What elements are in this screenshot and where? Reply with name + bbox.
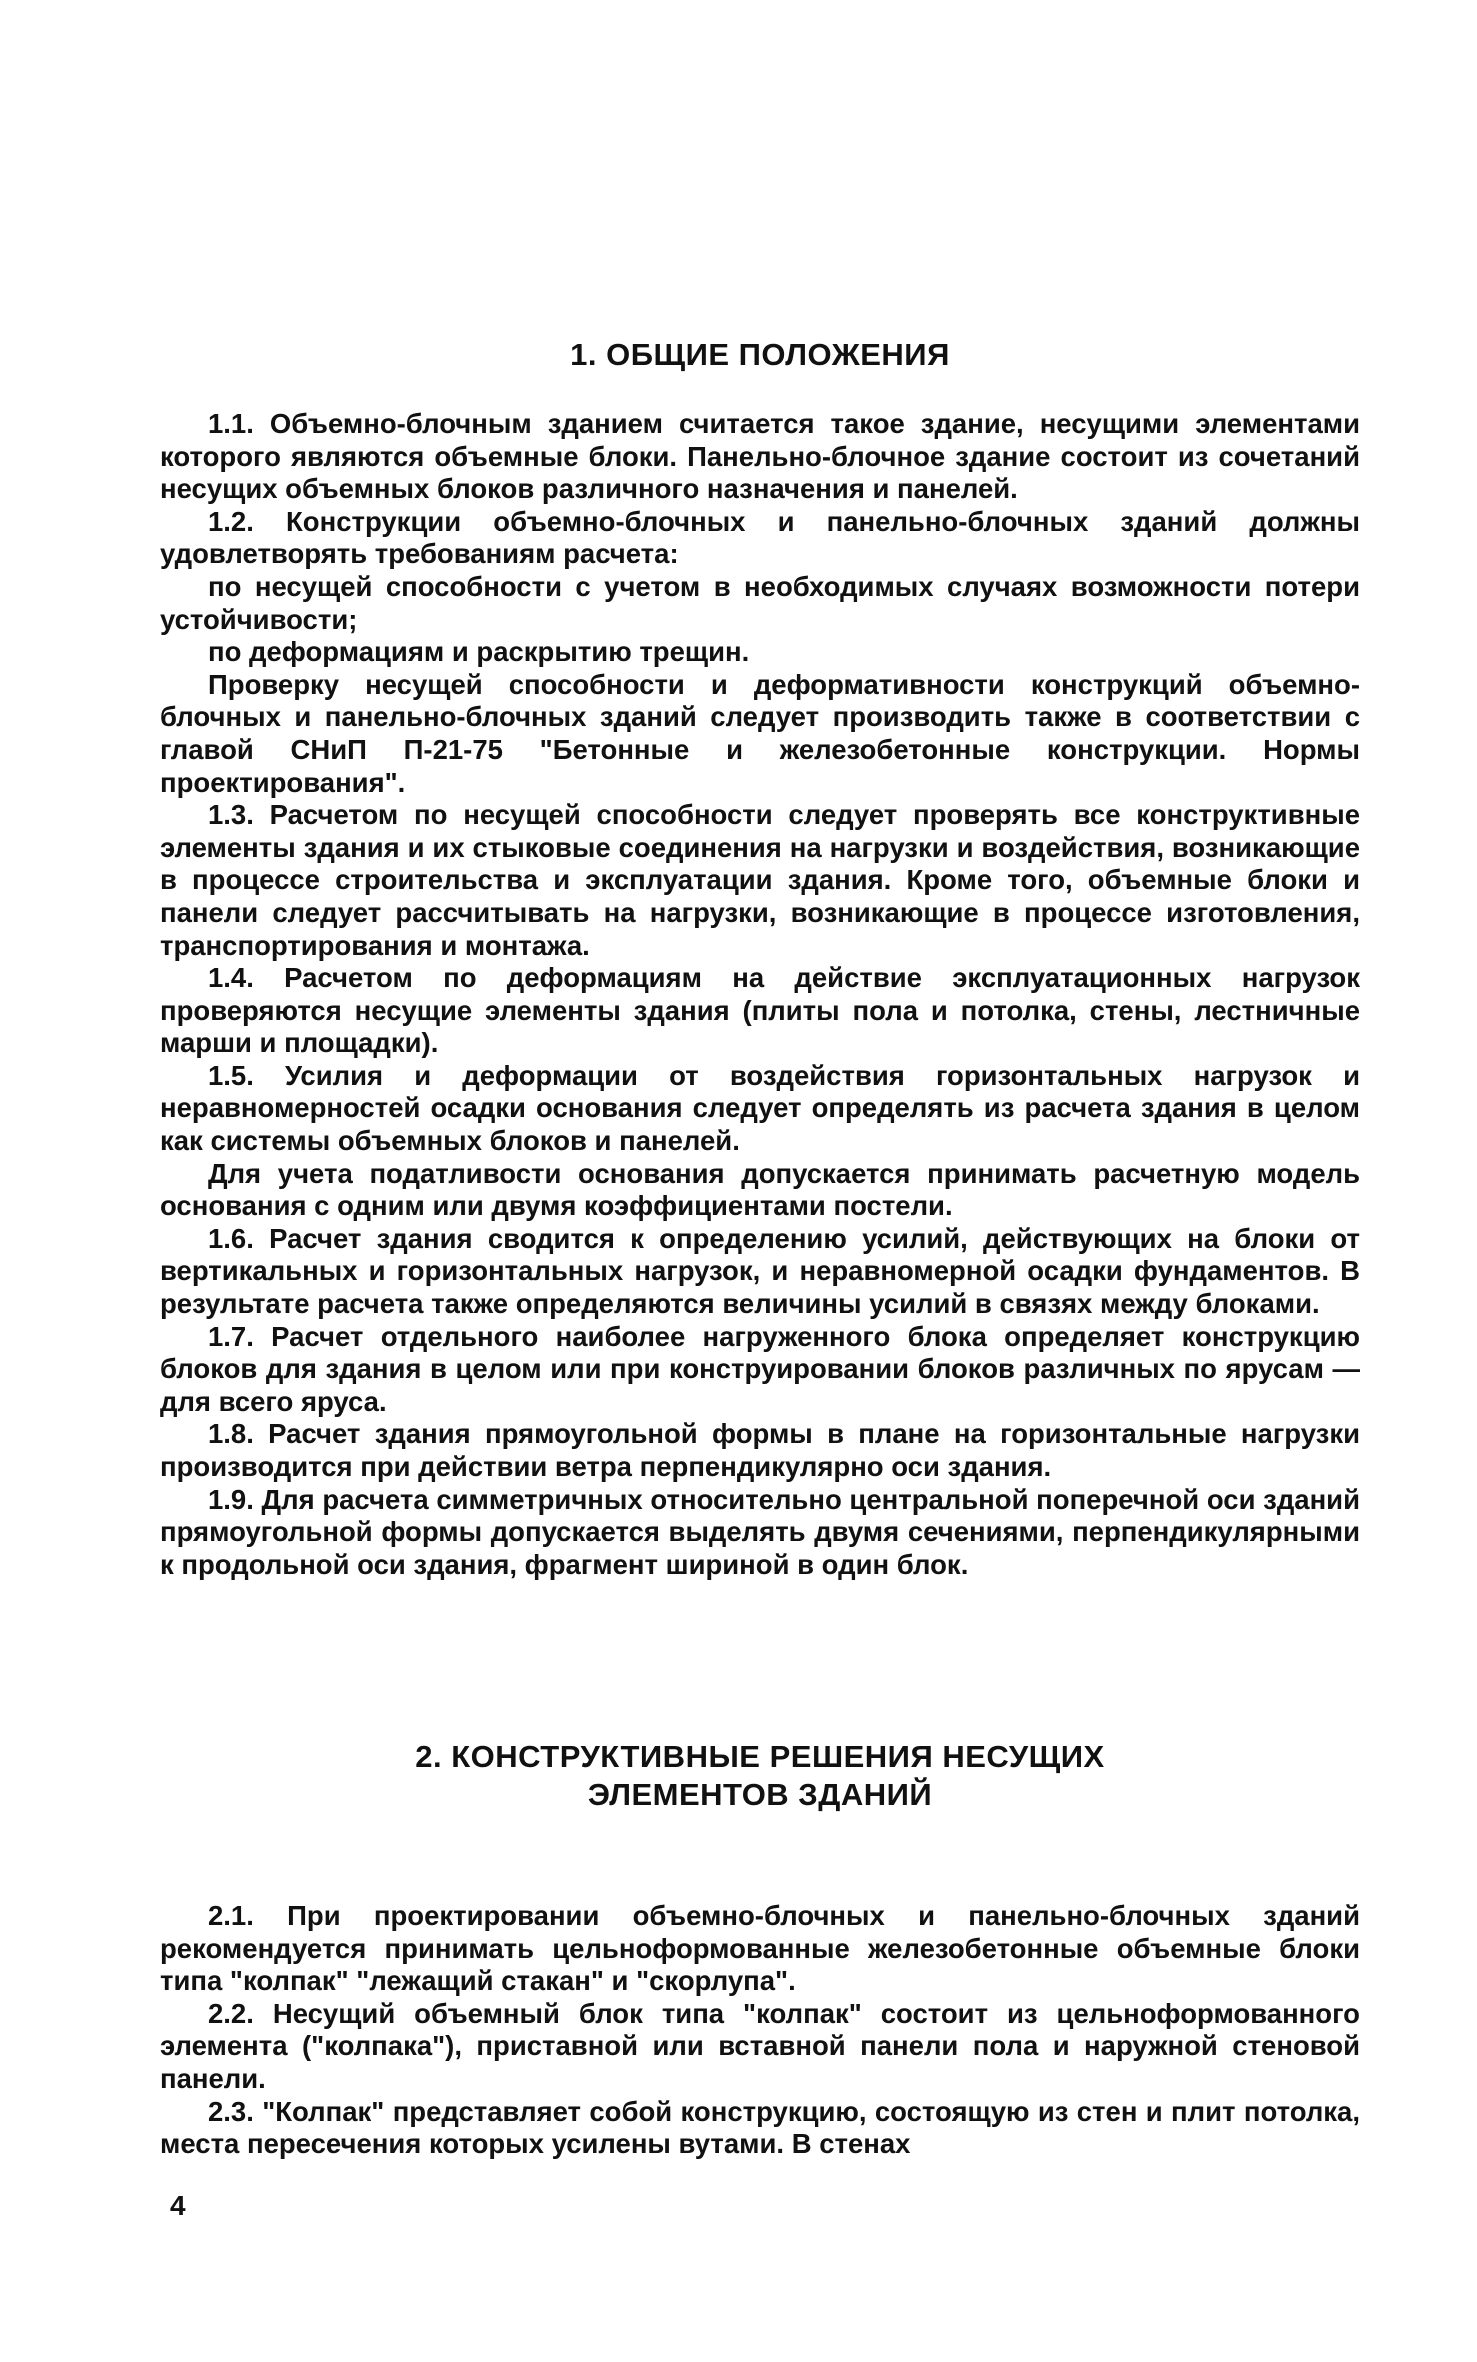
section-2-title-line-1: 2. КОНСТРУКТИВНЫЕ РЕШЕНИЯ НЕСУЩИХ <box>415 1739 1105 1774</box>
paragraph-1-4: 1.4. Расчетом по деформациям на действие эксплуатационных нагрузок проверяются несущие элементы здания (плиты пола и потолка, стены, лестничные марши и площадки). <box>160 962 1360 1059</box>
section-1-title: 1. ОБЩИЕ ПОЛОЖЕНИЯ <box>570 337 950 372</box>
paragraph-1-8: 1.8. Расчет здания прямоугольной формы в плане на горизонтальные нагрузки производится при действии ветра перпендикулярно оси здания. <box>160 1418 1360 1482</box>
page-number: 4 <box>170 2190 186 2221</box>
paragraph-1-2-note: Проверку несущей способности и деформативности конструкций объемно-блочных и панельно-блочных зданий следует производить также в соответствии с главой СНиП П-21-75 "Бетонные и железобетонные конструкции. Нормы проектирования". <box>160 668 1360 798</box>
section-2-heading-wrap <box>160 1738 1360 1814</box>
paragraph-2-2: 2.2. Несущий объемный блок типа "колпак" состоит из цельноформованного элемента ("колпака"), приставной или вставной панели пола и наружной стеновой панели. <box>160 1997 1360 2094</box>
paragraph-2-1: 2.1. При проектировании объемно-блочных и панельно-блочных зданий рекомендуется принимать цельноформованные железобетонные объемные блоки типа "колпак" "лежащий стакан" и "скорлупа". <box>160 1900 1360 1997</box>
section-2-title-line-2: ЭЛЕМЕНТОВ ЗДАНИЙ <box>587 1777 933 1812</box>
paragraph-1-6: 1.6. Расчет здания сводится к определению усилий, действующих на блоки от вертикальных и горизонтальных нагрузок, и неравномерной осадки фундаментов. В результате расчета также определяются величины усилий в связях между блоками. <box>160 1222 1360 1320</box>
paragraph-1-9: 1.9. Для расчета симметричных относительно центральной поперечной оси зданий прямоугольной формы допускается выделять двумя сечениями, перпендикулярными к продольной оси здания, фрагмент шириной в один блок. <box>160 1483 1360 1580</box>
paragraph-1-3: 1.3. Расчетом по несущей способности следует проверять все конструктивные элементы здания и их стыковые соединения на нагрузки и воздействия, возникающие в процессе строительства и эксплуатации здания. Кроме того, объемные блоки и панели следует рассчитывать на нагрузки, возникающие в процессе изготовления, транспортирования и монтажа. <box>160 799 1360 961</box>
paragraph-1-5-note: Для учета податливости основания допускается принимать расчетную модель основания с одним или двумя коэффициентами постели. <box>160 1157 1360 1222</box>
paragraph-1-1: 1.1. Объемно-блочным зданием считается такое здание, несущими элементами которого являются объемные блоки. Панельно-блочное здание состоит из сочетаний несущих объемных блоков различного назначения и панелей. <box>160 408 1360 505</box>
section-2-body <box>160 1900 1360 2161</box>
paragraph-1-7: 1.7. Расчет отдельного наиболее нагруженного блока определяет конструкцию блоков для здания в целом или при конструировании блоков различных по ярусам — для всего яруса. <box>160 1320 1360 1417</box>
section-1-heading-wrap <box>160 336 1360 374</box>
paragraph-1-2: 1.2. Конструкции объемно-блочных и панельно-блочных зданий должны удовлетворять требованиям расчета: <box>160 505 1360 570</box>
section-1-body <box>160 408 1360 1581</box>
paragraph-1-2-item-a: по несущей способности с учетом в необходимых случаях возможности потери устойчивости; <box>160 570 1360 635</box>
paragraph-1-5: 1.5. Усилия и деформации от воздействия горизонтальных нагрузок и неравномерностей осадки основания следует определять из расчета здания в целом как системы объемных блоков и панелей. <box>160 1059 1360 1157</box>
paragraph-2-3: 2.3. "Колпак" представляет собой конструкцию, состоящую из стен и плит потолка, места пересечения которых усилены вутами. В стенах <box>160 2095 1360 2160</box>
paragraph-1-2-item-b: по деформациям и раскрытию трещин. <box>208 636 750 668</box>
